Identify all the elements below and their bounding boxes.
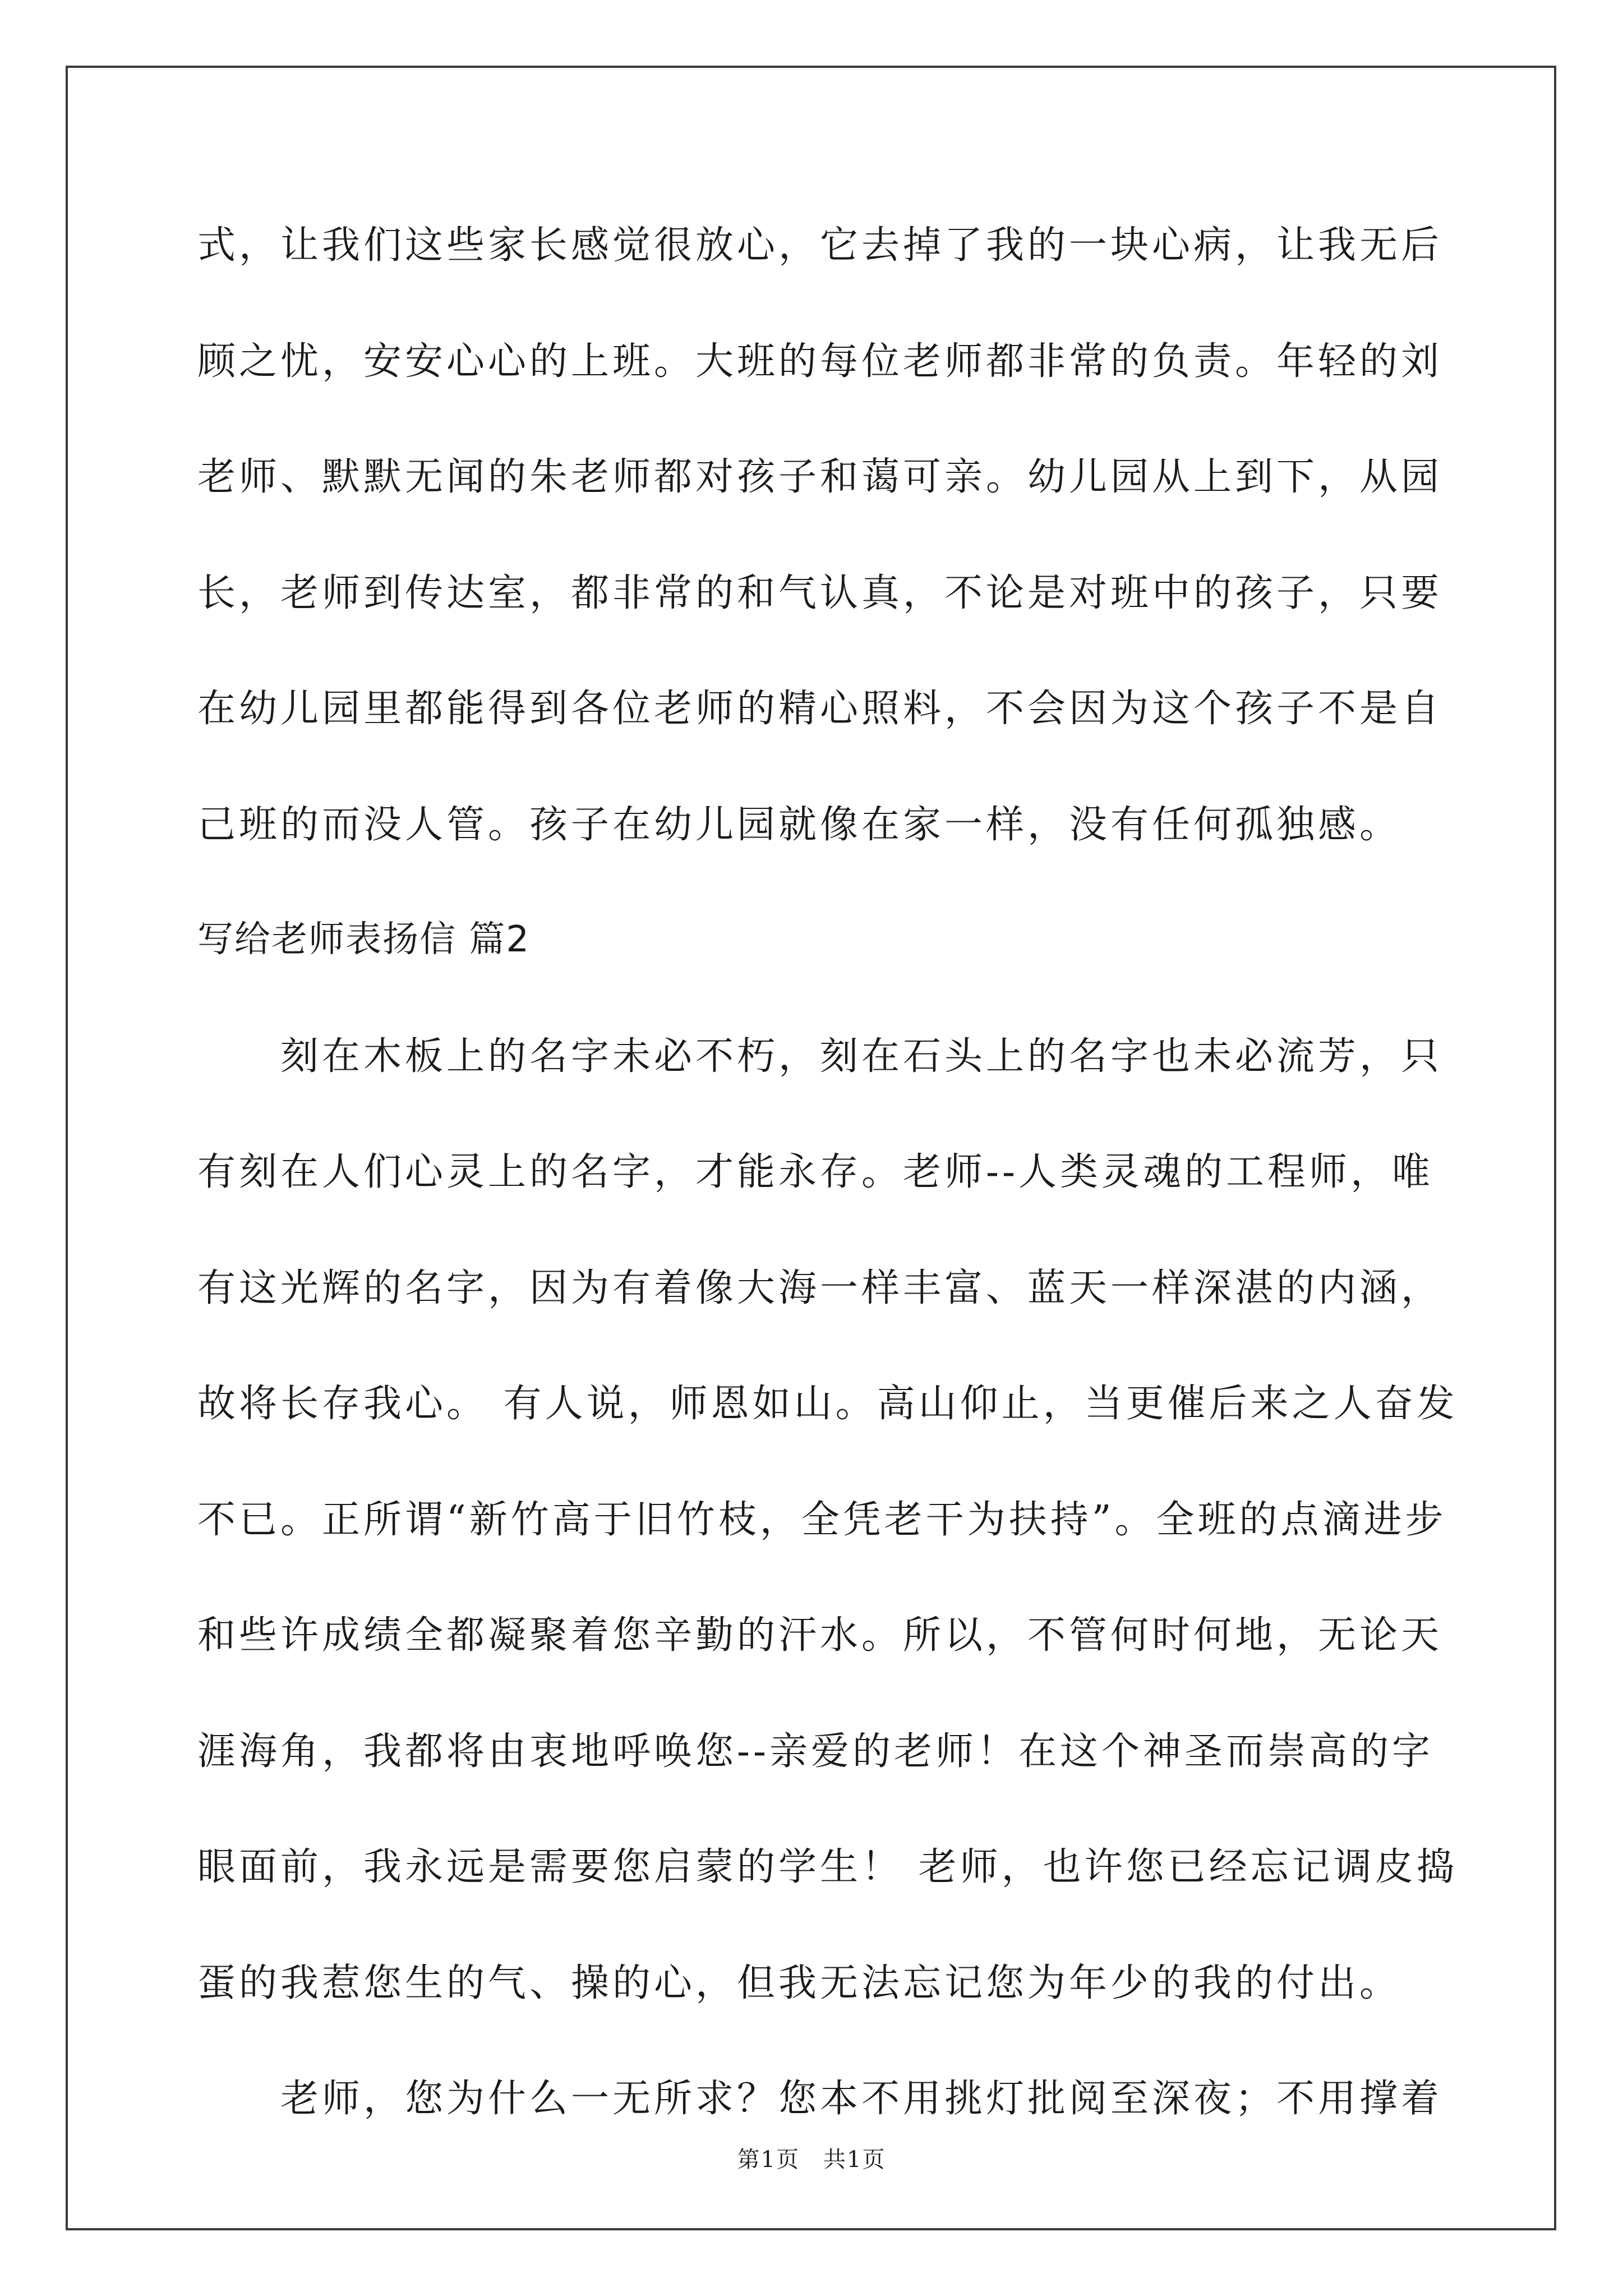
paragraph-2-line-6: 和些许成绩全都凝聚着您辛勤的汗水。所以，不管何时何地，无论天 [197,1613,1443,1658]
paragraph-1-line-4: 长，老师到传达室，都非常的和气认真，不论是对班中的孩子，只要 [197,571,1443,615]
paragraph-1-line-3: 老师、默默无闻的朱老师都对孩子和蔼可亲。幼儿园从上到下，从园 [197,455,1443,499]
paragraph-1-line-1: 式，让我们这些家长感觉很放心，它去掉了我的一块心病，让我无后 [197,223,1443,268]
paragraph-2-line-2: 有刻在人们心灵上的名字，才能永存。老师--人类灵魂的工程师，唯 [197,1150,1433,1194]
paragraph-1-line-6: 己班的而没人管。孩子在幼儿园就像在家一样，没有任何孤独感。 [197,803,1401,847]
paragraph-2-line-5: 不已。正所谓“新竹高于旧竹枝，全凭老干为扶持”。全班的点滴进步 [197,1498,1447,1542]
paragraph-2-line-8: 眼面前，我永远是需要您启蒙的学生！ 老师，也许您已经忘记调皮捣 [197,1845,1458,1889]
section-heading: 写给老师表扬信 篇2 [197,919,531,960]
paragraph-3-line-1: 老师，您为什么一无所求？您本不用挑灯批阅至深夜；不用撑着 [280,2077,1443,2121]
paragraph-2-line-9: 蛋的我惹您生的气、操的心，但我无法忘记您为年少的我的付出。 [197,1961,1401,2005]
page-border [66,66,1556,2230]
paragraph-2-line-1: 刻在木板上的名字未必不朽，刻在石头上的名字也未必流芳，只 [280,1034,1443,1079]
paragraph-1-line-5: 在幼儿园里都能得到各位老师的精心照料，不会因为这个孩子不是自 [197,687,1443,731]
paragraph-2-line-7: 涯海角，我都将由衷地呼唤您--亲爱的老师！在这个神圣而崇高的字 [197,1729,1433,1774]
page-footer: 第1页 共1页 [737,2147,886,2173]
paragraph-2-line-3: 有这光辉的名字，因为有着像大海一样丰富、蓝天一样深湛的内涵， [197,1266,1443,1310]
paragraph-2-line-4: 故将长存我心。 有人说，师恩如山。高山仰止，当更催后来之人奋发 [197,1382,1458,1426]
paragraph-1-line-2: 顾之忧，安安心心的上班。大班的每位老师都非常的负责。年轻的刘 [197,339,1443,384]
